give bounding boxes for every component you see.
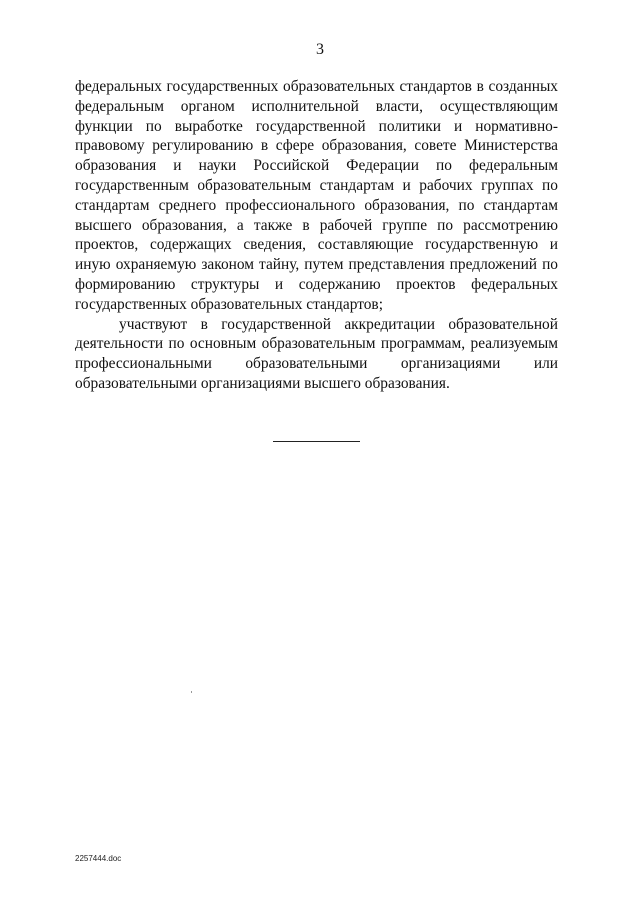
paragraph-continuation: федеральных государственных образовательных стандартов в созданных федеральным органом исполнительной власти, осуществляющим функции по выработке государственной политики и нормативно-правовому регулированию в сфере образования, совете Министерства образования и науки Российской Федерации по федеральным государственным образовательным стандартам и рабочих группах по стандартам среднего профессионального образования, по стандартам высшего образования, а также в рабочей группе по рассмотрению проектов, содержащих сведения, составляющие государственную и иную охраняемую законом тайну, путем представления предложений по формированию структуры и содержанию проектов федеральных государственных образовательных стандартов;: [75, 78, 558, 313]
end-separator-line: [273, 441, 360, 442]
paragraph-accreditation: участвуют в государственной аккредитации образовательной деятельности по основным образовательным программам, реализуемым профессиональными образовательными организациями или образовательными организациями высшего образования.: [75, 315, 558, 392]
body-text: [75, 77, 558, 394]
page-number: 3: [316, 41, 324, 58]
scan-dot: [191, 691, 192, 693]
footer-file-name: 2257444.doc: [75, 854, 122, 863]
